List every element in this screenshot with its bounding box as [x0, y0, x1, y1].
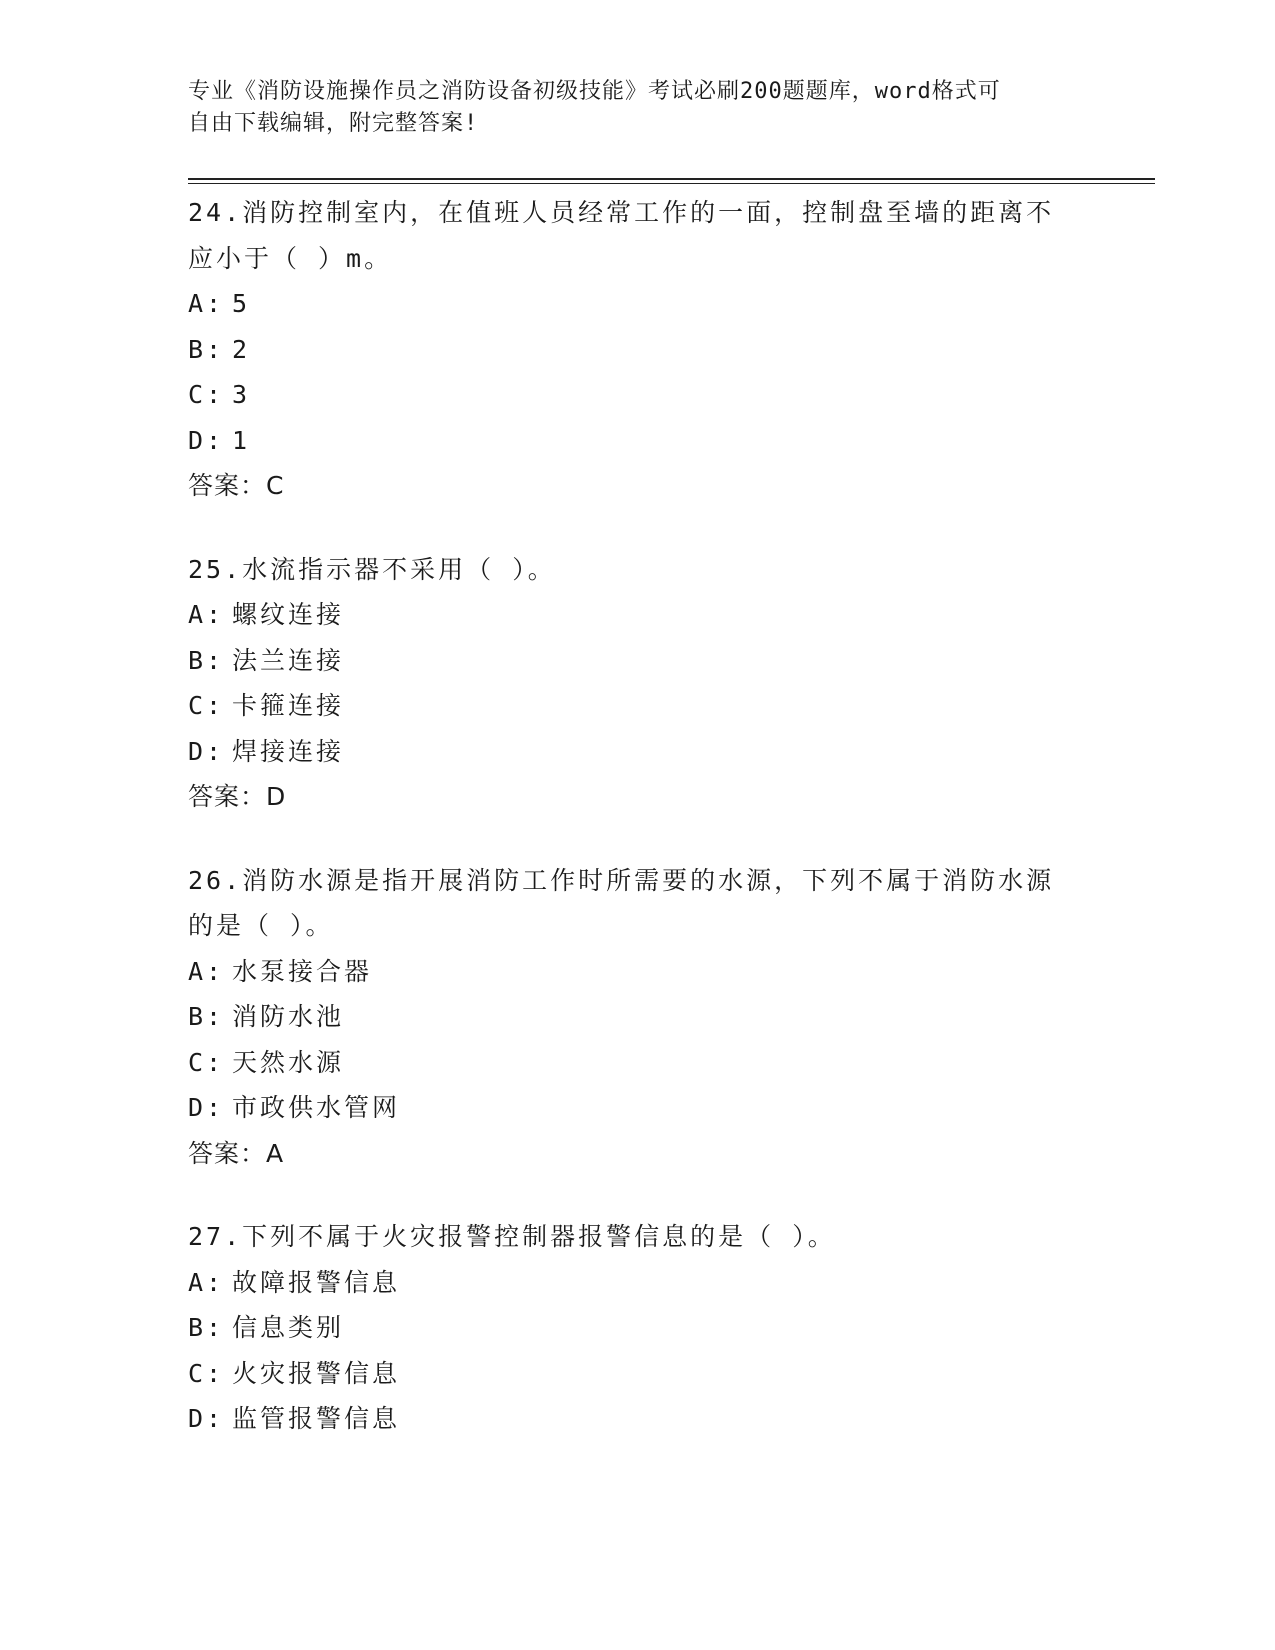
question-text: 25.水流指示器不采用（ ）。	[188, 554, 556, 584]
option-value: 3	[232, 380, 251, 409]
question-27	[188, 1214, 1088, 1442]
option-value: 1	[232, 425, 251, 455]
option-label: A:	[188, 1267, 225, 1297]
option-label: D:	[188, 1093, 225, 1122]
header-rule-thick	[188, 178, 1155, 180]
option-d	[188, 1085, 1088, 1131]
question-26	[188, 858, 1088, 1177]
option-label: B:	[188, 334, 225, 364]
question-25	[188, 547, 1088, 820]
option-label: D:	[188, 1404, 225, 1433]
option-value: 螺纹连接	[232, 600, 345, 629]
answer-line: 答案：A	[188, 1138, 285, 1168]
option-a	[188, 592, 1088, 638]
option-label: B:	[188, 1002, 225, 1031]
option-b	[188, 994, 1088, 1040]
answer-line: 答案：D	[188, 782, 287, 811]
option-value: 故障报警信息	[232, 1267, 401, 1297]
option-c	[188, 1040, 1088, 1086]
option-d	[188, 1396, 1088, 1442]
option-label: C:	[188, 1047, 225, 1077]
option-a	[188, 281, 1088, 327]
question-text: 26.消防水源是指开展消防工作时所需要的水源，下列不属于消防水源	[188, 865, 1055, 895]
option-label: A:	[188, 956, 225, 986]
header-line-2: 自由下载编辑，附完整答案!	[188, 111, 479, 136]
question-text: 24.消防控制室内，在值班人员经常工作的一面，控制盘至墙的距离不	[188, 198, 1055, 227]
option-label: B:	[188, 645, 225, 675]
option-label: A:	[188, 289, 225, 318]
option-value: 水泵接合器	[232, 956, 373, 986]
option-value: 市政供水管网	[232, 1093, 401, 1122]
option-value: 信息类别	[232, 1313, 345, 1342]
question-text-continued: 应小于（ ）m。	[188, 243, 393, 273]
option-value: 火灾报警信息	[232, 1358, 401, 1388]
header-rule-thin	[188, 183, 1155, 184]
option-d	[188, 729, 1088, 775]
option-value: 2	[232, 334, 251, 364]
option-b	[188, 327, 1088, 373]
option-d	[188, 418, 1088, 464]
option-label: C:	[188, 691, 225, 720]
question-text-continued: 的是（ ）。	[188, 911, 334, 940]
option-b	[188, 638, 1088, 684]
option-value: 焊接连接	[232, 736, 345, 766]
question-list	[188, 190, 1088, 1480]
option-label: C:	[188, 1358, 225, 1388]
option-value: 监管报警信息	[232, 1404, 401, 1433]
question-24	[188, 190, 1088, 509]
option-label: D:	[188, 736, 225, 766]
option-c	[188, 372, 1088, 418]
option-b	[188, 1305, 1088, 1351]
option-value: 卡箍连接	[232, 691, 345, 720]
header-line-1: 专业《消防设施操作员之消防设备初级技能》考试必刷200题题库，word格式可	[188, 79, 1001, 104]
option-label: B:	[188, 1313, 225, 1342]
option-value: 天然水源	[232, 1047, 345, 1077]
document-header	[188, 76, 1068, 140]
option-a	[188, 1260, 1088, 1306]
option-value: 5	[232, 289, 251, 318]
option-value: 消防水池	[232, 1002, 345, 1031]
option-label: C:	[188, 380, 225, 409]
option-label: A:	[188, 600, 225, 629]
option-a	[188, 949, 1088, 995]
option-value: 法兰连接	[232, 645, 345, 675]
question-text: 27.下列不属于火灾报警控制器报警信息的是（ ）。	[188, 1222, 836, 1251]
option-c	[188, 683, 1088, 729]
answer-line: 答案：C	[188, 471, 285, 500]
option-label: D:	[188, 425, 225, 455]
option-c	[188, 1351, 1088, 1397]
